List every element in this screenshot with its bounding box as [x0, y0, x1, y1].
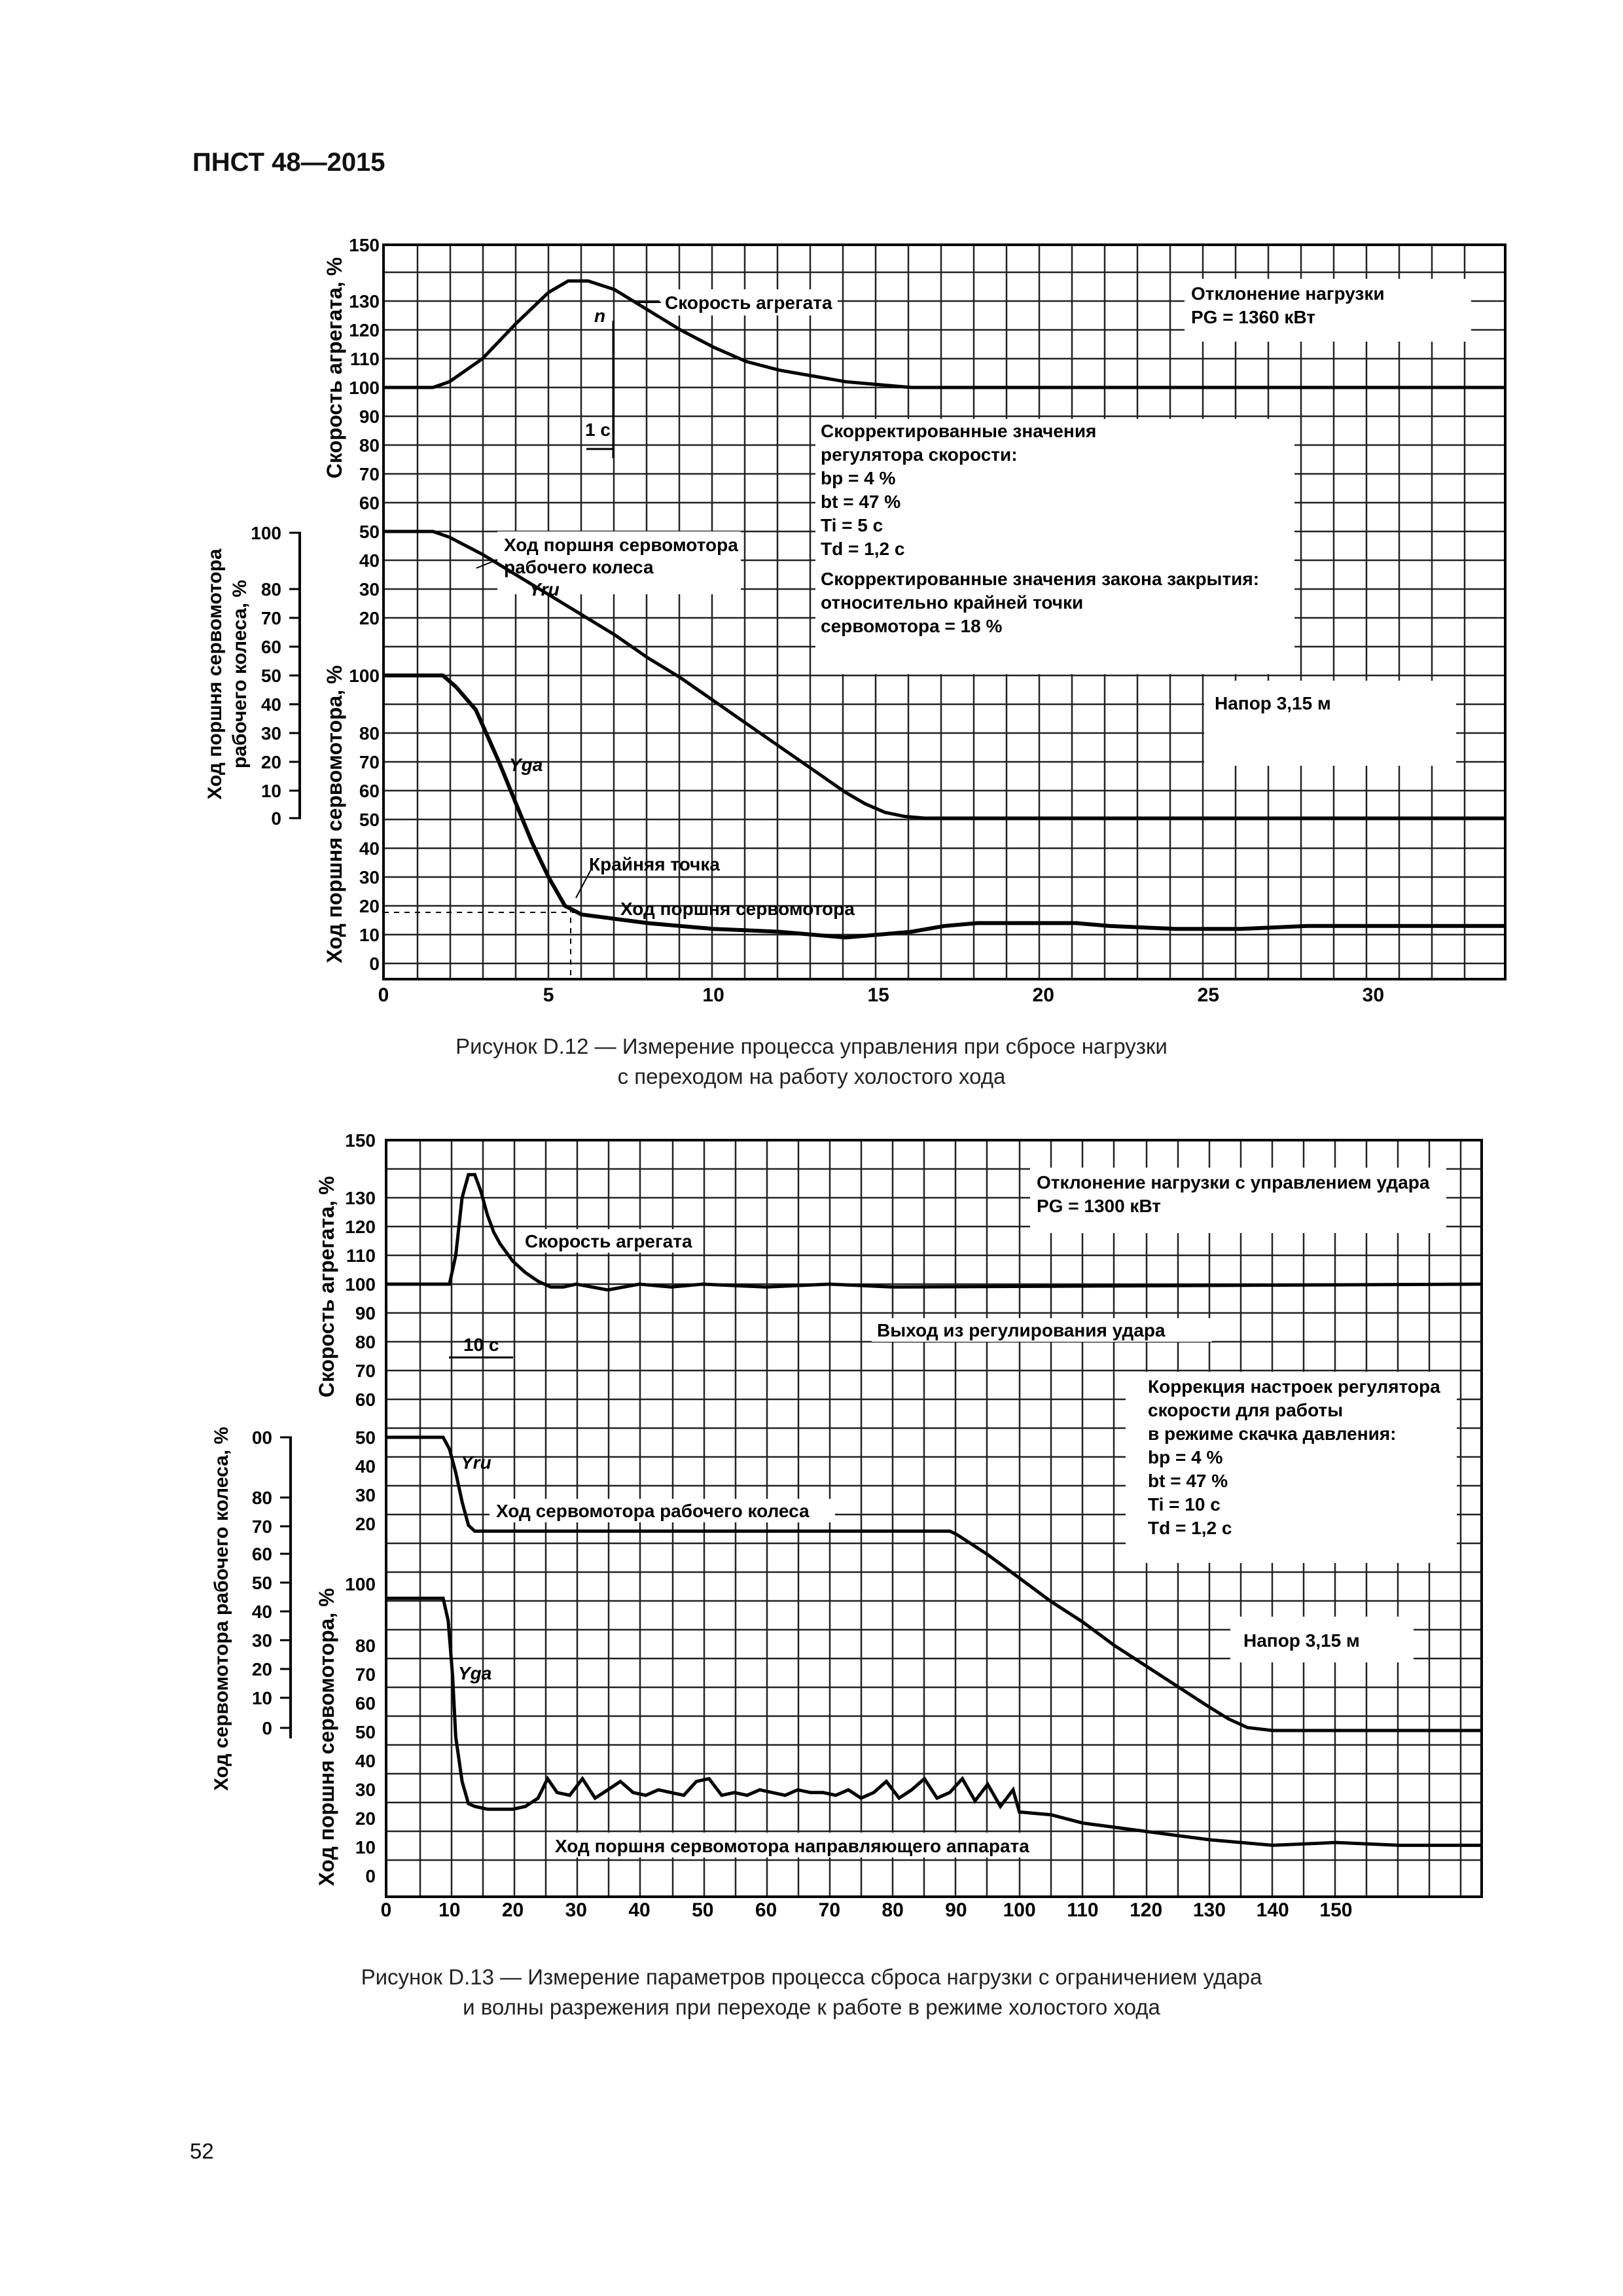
ga-tick-label: 20 [359, 896, 380, 916]
ru-inner-tick-label: 40 [359, 550, 380, 571]
d12-settings-title1: Скорректированные значения [821, 421, 1097, 441]
d12-closure-title: Скорректированные значения закона закрытия: [821, 569, 1260, 589]
ga-tick-label: 50 [355, 1722, 376, 1742]
d13-ten-second: 10 с [463, 1335, 499, 1355]
d12-extreme-label: Крайняя точка [589, 854, 720, 874]
x-tick-label: 70 [818, 1899, 841, 1921]
figure-d13-chart [0, 1100, 1623, 1983]
x-tick-label: 0 [380, 1899, 392, 1921]
speed-tick-label: 150 [345, 1130, 376, 1151]
x-tick-label: 15 [867, 984, 889, 1006]
ru-outer-tick-label: 10 [251, 1688, 272, 1708]
document-header: ПНСТ 48—2015 [192, 148, 385, 177]
x-tick-label: 50 [692, 1899, 714, 1921]
ru-inner-tick-label: 20 [359, 608, 380, 628]
ru-outer-tick-label: 50 [251, 1573, 272, 1593]
x-tick-label: 60 [755, 1899, 777, 1921]
ru-outer-tick-label: 30 [260, 723, 281, 744]
d13-bt: bt = 47 % [1148, 1471, 1228, 1491]
speed-tick-label: 60 [359, 493, 380, 513]
d12-ru-ylabel-line2: рабочего колеса, % [229, 579, 251, 769]
d12-settings-title2: регулятора скорости: [821, 444, 1018, 465]
d12-ti: Ti = 5 с [821, 515, 883, 535]
d12-td: Td = 1,2 с [821, 539, 905, 559]
speed-tick-label: 120 [345, 1217, 376, 1237]
ga-tick-label: 100 [345, 1574, 376, 1594]
d13-speed-label: Скорость агрегата [525, 1231, 692, 1251]
d12-ru-label2: рабочего колеса [504, 557, 654, 577]
ga-tick-label: 50 [359, 810, 380, 830]
ru-outer-tick-label: 0 [271, 808, 281, 829]
ru-outer-tick-label: 100 [251, 523, 281, 543]
d13-exit-label: Выход из регулирования удара [877, 1320, 1166, 1340]
ru-outer-tick-label: 40 [260, 694, 281, 715]
ru-inner-tick-label: 30 [359, 579, 380, 600]
d12-one-second: 1 с [585, 420, 611, 440]
x-tick-label: 110 [1067, 1899, 1099, 1921]
ga-tick-label: 30 [359, 867, 380, 888]
ru-outer-tick-label: 60 [251, 1544, 272, 1564]
d13-tick-labels [252, 1130, 376, 1886]
d12-ga-label: Ход поршня сервомотора [620, 899, 855, 919]
x-tick-label: 100 [1003, 1899, 1036, 1921]
d12-yru-label: Yru [529, 579, 560, 600]
ru-inner-tick-label: 50 [355, 1427, 376, 1448]
d13-head-label: Напор 3,15 м [1243, 1630, 1360, 1651]
x-tick-label: 20 [501, 1899, 524, 1921]
ga-tick-label: 80 [355, 1636, 376, 1656]
ga-tick-label: 70 [359, 752, 380, 772]
speed-tick-label: 70 [359, 464, 380, 484]
d12-bp: bp = 4 % [821, 468, 896, 488]
x-tick-label: 140 [1256, 1899, 1289, 1921]
ga-tick-label: 0 [369, 954, 380, 974]
ga-tick-label: 80 [359, 723, 380, 744]
x-tick-label: 130 [1192, 1899, 1226, 1921]
x-tick-label: 25 [1197, 984, 1219, 1006]
d12-ru-ylabel-line1: Ход поршня сервомотора [204, 548, 226, 800]
page-number: 52 [190, 2139, 214, 2163]
d13-x-tick-labels [381, 1899, 1353, 1921]
d12-caption-line1: Рисунок D.12 — Измерение процесса управления при сбросе нагрузки [455, 1034, 1168, 1058]
d13-speed-ylabel: Скорость агрегата, % [315, 1175, 338, 1398]
ga-tick-label: 10 [359, 925, 380, 945]
ru-outer-tick-label: 40 [251, 1602, 272, 1622]
ru-outer-tick-label: 00 [251, 1427, 272, 1448]
ru-inner-tick-label: 20 [355, 1514, 376, 1534]
speed-tick-label: 100 [349, 378, 380, 398]
d12-ga-ylabel: Ход поршня сервомотора, % [323, 665, 346, 963]
speed-tick-label: 120 [349, 320, 380, 340]
x-tick-label: 120 [1130, 1899, 1163, 1921]
ru-inner-tick-label: 50 [359, 522, 380, 542]
ga-tick-label: 40 [359, 838, 380, 859]
ru-outer-tick-label: 50 [260, 666, 281, 686]
x-tick-label: 150 [1319, 1899, 1353, 1921]
ru-outer-tick-label: 70 [260, 608, 281, 628]
x-tick-label: 90 [945, 1899, 967, 1921]
d13-ga-label: Ход поршня сервомотора направляющего аппарата [555, 1836, 1029, 1856]
ga-tick-label: 30 [355, 1780, 376, 1800]
ru-outer-tick-label: 30 [251, 1630, 272, 1651]
ga-tick-label: 0 [365, 1866, 376, 1886]
d12-yga-label: Yga [509, 755, 543, 775]
d12-speed-ylabel: Скорость агрегата, % [323, 257, 346, 479]
ga-tick-label: 40 [355, 1751, 376, 1771]
d12-head-label: Напор 3,15 м [1215, 693, 1331, 713]
speed-tick-label: 150 [349, 235, 380, 255]
d13-load-value: PG = 1300 кВт [1037, 1196, 1162, 1216]
speed-tick-label: 110 [349, 349, 380, 369]
d12-speed-label: Скорость агрегата [665, 293, 832, 313]
ru-outer-tick-label: 80 [260, 579, 281, 600]
speed-tick-label: 130 [345, 1188, 376, 1208]
ga-tick-label: 10 [355, 1837, 376, 1857]
d12-load-value: PG = 1360 кВт [1191, 307, 1316, 327]
ru-inner-tick-label: 40 [355, 1456, 376, 1477]
ru-outer-tick-label: 10 [260, 781, 281, 801]
d12-x-tick-labels [378, 984, 1384, 1006]
speed-tick-label: 60 [355, 1390, 376, 1410]
ga-tick-label: 70 [355, 1664, 376, 1685]
ru-inner-tick-label: 30 [355, 1485, 376, 1505]
x-tick-label: 10 [438, 1899, 461, 1921]
d12-caption-line2: с переходом на работу холостого хода [617, 1064, 1006, 1088]
d12-closure-line2: относительно крайней точки [821, 592, 1084, 613]
ru-outer-tick-label: 60 [260, 637, 281, 657]
d13-ti: Ti = 10 с [1148, 1494, 1221, 1515]
d13-settings-title3: в режиме скачка давления: [1148, 1424, 1397, 1444]
d13-load-title: Отклонение нагрузки с управлением удара [1037, 1172, 1430, 1193]
ru-outer-tick-label: 80 [251, 1488, 272, 1508]
figure-d12-chart [0, 0, 1623, 1060]
x-tick-label: 5 [543, 984, 554, 1006]
d13-yru-label: Yru [461, 1452, 491, 1473]
speed-tick-label: 70 [355, 1361, 376, 1381]
d13-bp: bp = 4 % [1148, 1447, 1223, 1467]
d13-caption-line2: и волны разрежения при переходе к работе в режиме холостого хода [463, 1995, 1160, 2019]
speed-tick-label: 80 [355, 1332, 376, 1352]
x-tick-label: 10 [702, 984, 724, 1006]
d13-yga-label: Yga [458, 1663, 492, 1683]
ru-outer-tick-label: 70 [251, 1516, 272, 1537]
ru-outer-tick-label: 20 [260, 752, 281, 772]
ga-tick-label: 20 [355, 1808, 376, 1829]
d13-caption-line1: Рисунок D.13 — Измерение параметров процесса сброса нагрузки с ограничением удара [361, 1965, 1262, 1989]
d12-closure-line3: сервомотора = 18 % [821, 616, 1003, 636]
speed-tick-label: 90 [359, 406, 380, 427]
x-tick-label: 30 [565, 1899, 587, 1921]
d12-tick-labels [251, 235, 380, 974]
ga-tick-label: 60 [359, 781, 380, 801]
d13-settings-title1: Коррекция настроек регулятора [1148, 1376, 1440, 1397]
speed-tick-label: 130 [349, 291, 380, 312]
d12-ru-label1: Ход поршня сервомотора [504, 535, 738, 555]
speed-tick-label: 90 [355, 1303, 376, 1323]
x-tick-label: 30 [1362, 984, 1385, 1006]
d13-ga-ylabel: Ход поршня сервомотора, % [315, 1588, 338, 1886]
speed-tick-label: 80 [359, 435, 380, 456]
x-tick-label: 20 [1032, 984, 1054, 1006]
ru-outer-tick-label: 20 [251, 1659, 272, 1679]
ga-tick-label: 100 [349, 666, 380, 686]
d12-n-label: n [594, 306, 606, 326]
x-tick-label: 0 [378, 984, 389, 1006]
x-tick-label: 40 [628, 1899, 651, 1921]
d13-settings-title2: скорости для работы [1148, 1400, 1344, 1420]
d12-load-title: Отклонение нагрузки [1191, 283, 1385, 304]
d13-td: Td = 1,2 с [1148, 1518, 1232, 1538]
d13-ru-label: Ход сервомотора рабочего колеса [496, 1501, 810, 1521]
ru-outer-tick-label: 0 [262, 1718, 272, 1738]
x-tick-label: 80 [882, 1899, 904, 1921]
d12-bt: bt = 47 % [821, 492, 901, 512]
d13-ru-ylabel: Ход сервомотора рабочего колеса, % [211, 1426, 232, 1791]
speed-tick-label: 100 [345, 1274, 376, 1295]
speed-tick-label: 110 [346, 1246, 376, 1266]
ga-tick-label: 60 [355, 1693, 376, 1713]
